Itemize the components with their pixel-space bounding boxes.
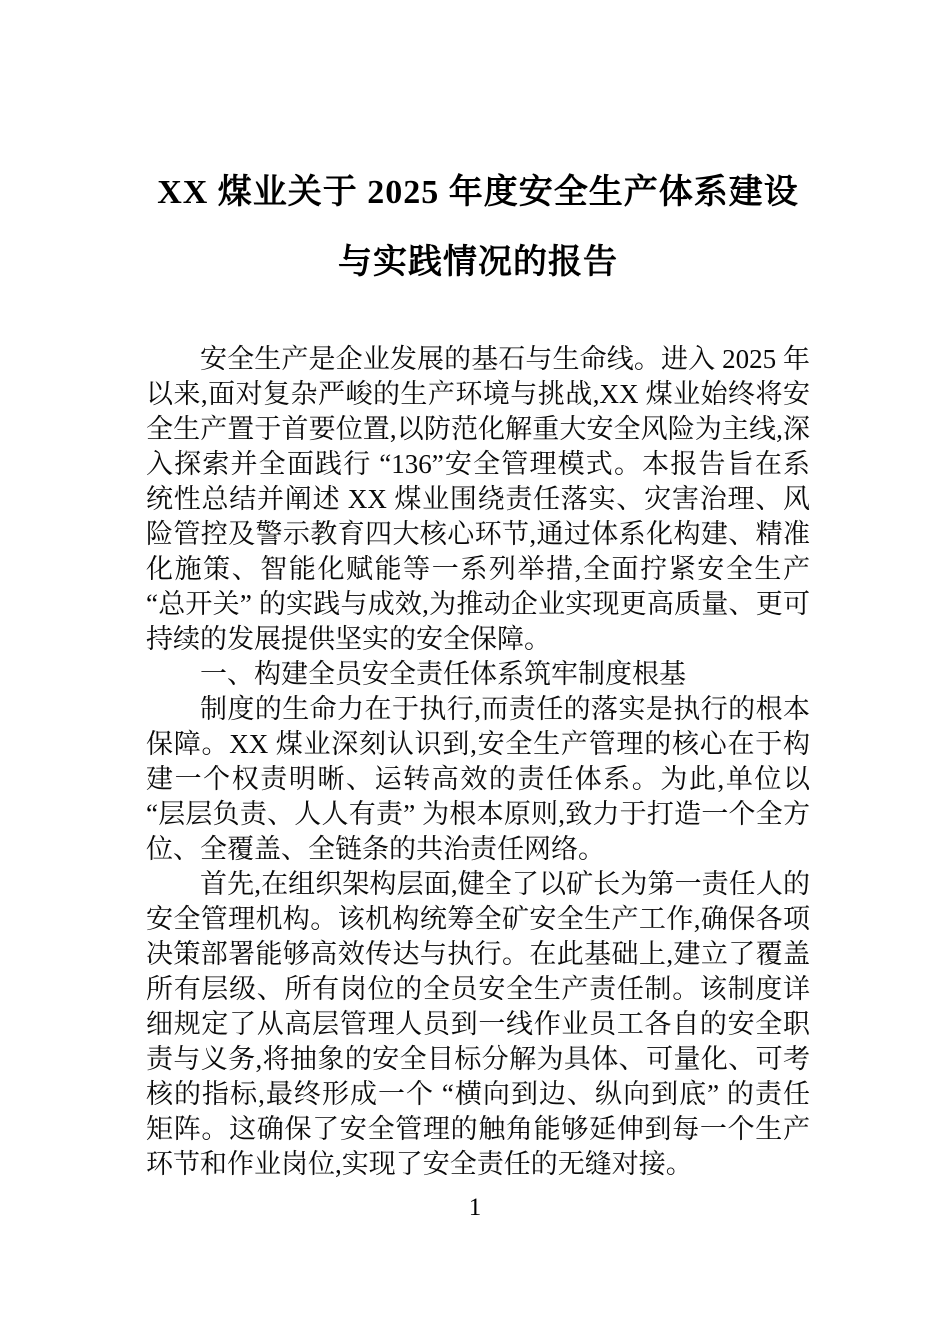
page-number: 1	[468, 1194, 482, 1221]
section-heading-1: 一、构建全员安全责任体系筑牢制度根基	[200, 659, 686, 689]
title-line-2: 与实践情况的报告	[338, 244, 618, 281]
document-title	[146, 158, 810, 298]
paragraph-intro: 安全生产是企业发展的基石与生命线。进入 2025 年以来,面对复杂严峻的生产环境与挑战,XX 煤业始终将安全生产置于首要位置,以防范化解重大安全风险为主线,深入探索并全面践行 “136”安全管理模式。本报告旨在系统性总结并阐述 XX 煤业围绕责任落实、灾害治理、风险管控及警示教育四大核心环节,通过体系化构建、精准化施策、智能化赋能等一系列举措,全面拧紧安全生产 “总开关” 的实践与成效,为推动企业实现更高质量、更可持续的发展提供坚实的安全保障。	[146, 344, 810, 654]
paragraph-responsibility-system: 制度的生命力在于执行,而责任的落实是执行的根本保障。XX 煤业深刻认识到,安全生产管理的核心在于构建一个权责明晰、运转高效的责任体系。为此,单位以 “层层负责、人人有责” 为根本原则,致力于打造一个全方位、全覆盖、全链条的共治责任网络。	[146, 694, 810, 864]
paragraph-organization-structure: 首先,在组织架构层面,健全了以矿长为第一责任人的安全管理机构。该机构统筹全矿安全生产工作,确保各项决策部署能够高效传达与执行。在此基础上,建立了覆盖所有层级、所有岗位的全员安全生产责任制。该制度详细规定了从高层管理人员到一线作业员工各自的安全职责与义务,将抽象的安全目标分解为具体、可量化、可考核的指标,最终形成一个 “横向到边、纵向到底” 的责任矩阵。这确保了安全管理的触角能够延伸到每一个生产环节和作业岗位,实现了安全责任的无缝对接。	[146, 869, 810, 1179]
title-line-1: XX 煤业关于 2025 年度安全生产体系建设	[157, 174, 799, 211]
document-body	[146, 342, 810, 1182]
